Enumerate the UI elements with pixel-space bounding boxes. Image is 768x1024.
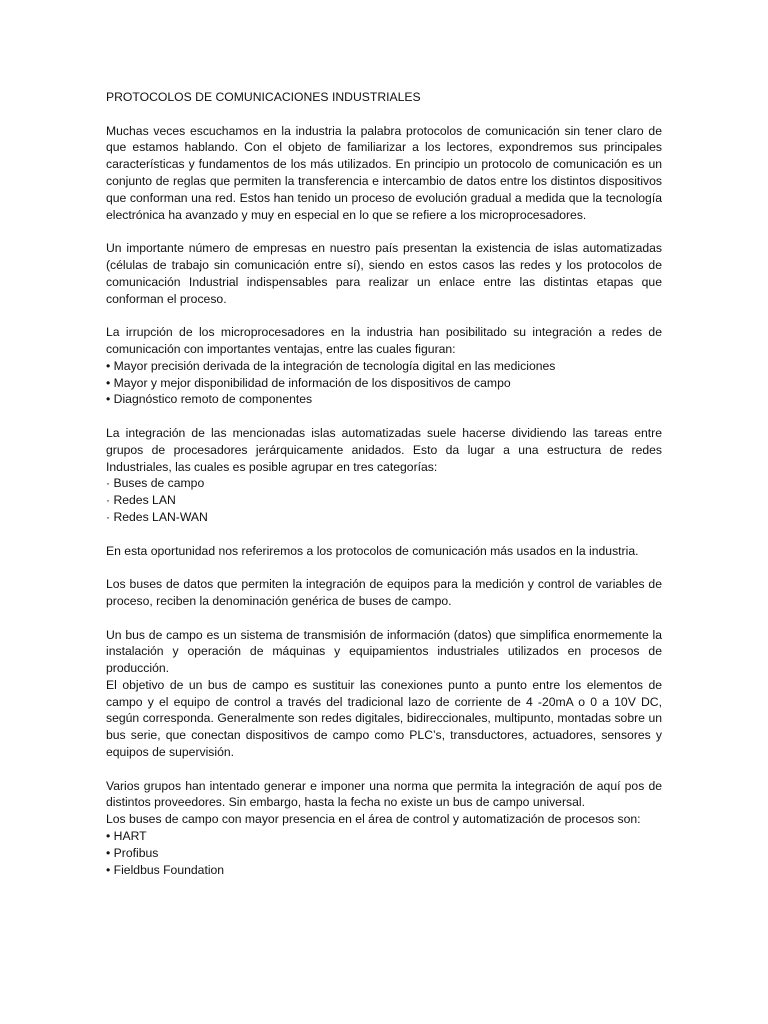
fieldbus-list (106, 828, 662, 878)
paragraph-islands: Un importante número de empresas en nuestro país presentan la existencia de islas automatizadas (células de trabajo sin comunicación entre sí), siendo en estos casos las redes y los protocolos de comunicación Industrial indispensables para realizar un enlace entre las distintas etapas que conforman el proceso. (106, 241, 662, 306)
list-item: · Buses de campo (106, 476, 205, 491)
document-page (106, 89, 662, 878)
paragraph-opportunity: En esta oportunidad nos referiremos a los protocolos de comunicación más usados en la industria. (106, 543, 639, 558)
paragraph-standards: Varios grupos han intentado generar e imponer una norma que permita la integración de aquí pos de distintos proveedores. Sin embargo, hasta la fecha no existe un bus de campo universal. (106, 778, 662, 810)
categories-list (106, 475, 662, 525)
paragraph-integration: La integración de las mencionadas islas automatizadas suele hacerse dividiendo las tareas entre grupos de procesadores jerárquicamente anidados. Esto da lugar a una estructura de redes Industriales, las cuales es posible agrupar en tres categorías: (106, 425, 662, 474)
paragraph-intro: Muchas veces escuchamos en la industria la palabra protocolos de comunicación sin tener claro de que estamos hablando. Con el objeto de familiarizar a los lectores, expondremos sus principales características y fundamentos de los más utilizados. En principio un protocolo de comunicación es un conjunto de reglas que permiten la transferencia e intercambio de datos entre los distintos dispositivos que conforman una red. Estos han tenido un proceso de evolución gradual a medida que la tecnología electrónica ha avanzado y muy en especial en lo que se refiere a los microprocesadores. (106, 123, 662, 222)
document-title: PROTOCOLOS DE COMUNICACIONES INDUSTRIALES (106, 90, 421, 104)
paragraph-fieldbus-definition: Un bus de campo es un sistema de transmisión de información (datos) que simplifica enormemente la instalación y operación de máquinas y equipamientos industriales utilizados en procesos de producción. (106, 627, 662, 676)
list-item: • HART (106, 829, 147, 844)
list-item: • Diagnóstico remoto de componentes (106, 392, 313, 407)
list-item: · Redes LAN (106, 493, 176, 508)
list-item: · Redes LAN-WAN (106, 509, 208, 524)
list-item: • Mayor y mejor disponibilidad de información de los dispositivos de campo (106, 375, 511, 390)
paragraph-main-fieldbuses: Los buses de campo con mayor presencia en el área de control y automatización de procesos son: (106, 812, 641, 827)
advantages-list (106, 358, 662, 408)
paragraph-fieldbus-objective: El objetivo de un bus de campo es sustituir las conexiones punto a punto entre los elementos de campo y el equipo de control a través del tradicional lazo de corriente de 4 -20mA o 0 a 10V DC, según corresponda. Generalmente son redes digitales, bidireccionales, multipunto, montadas sobre un bus serie, que conectan dispositivos de campo como PLC’s, transductores, actuadores, sensores y equipos de supervisión. (106, 677, 662, 760)
list-item: • Fieldbus Foundation (106, 862, 225, 877)
list-item: • Mayor precisión derivada de la integración de tecnología digital en las mediciones (106, 358, 556, 373)
paragraph-data-buses: Los buses de datos que permiten la integración de equipos para la medición y control de variables de proceso, reciben la denominación genérica de buses de campo. (106, 577, 662, 608)
paragraph-microprocessors: La irrupción de los microprocesadores en la industria han posibilitado su integración a redes de comunicación con importantes ventajas, entre las cuales figuran: (106, 325, 662, 356)
list-item: • Profibus (106, 845, 159, 860)
